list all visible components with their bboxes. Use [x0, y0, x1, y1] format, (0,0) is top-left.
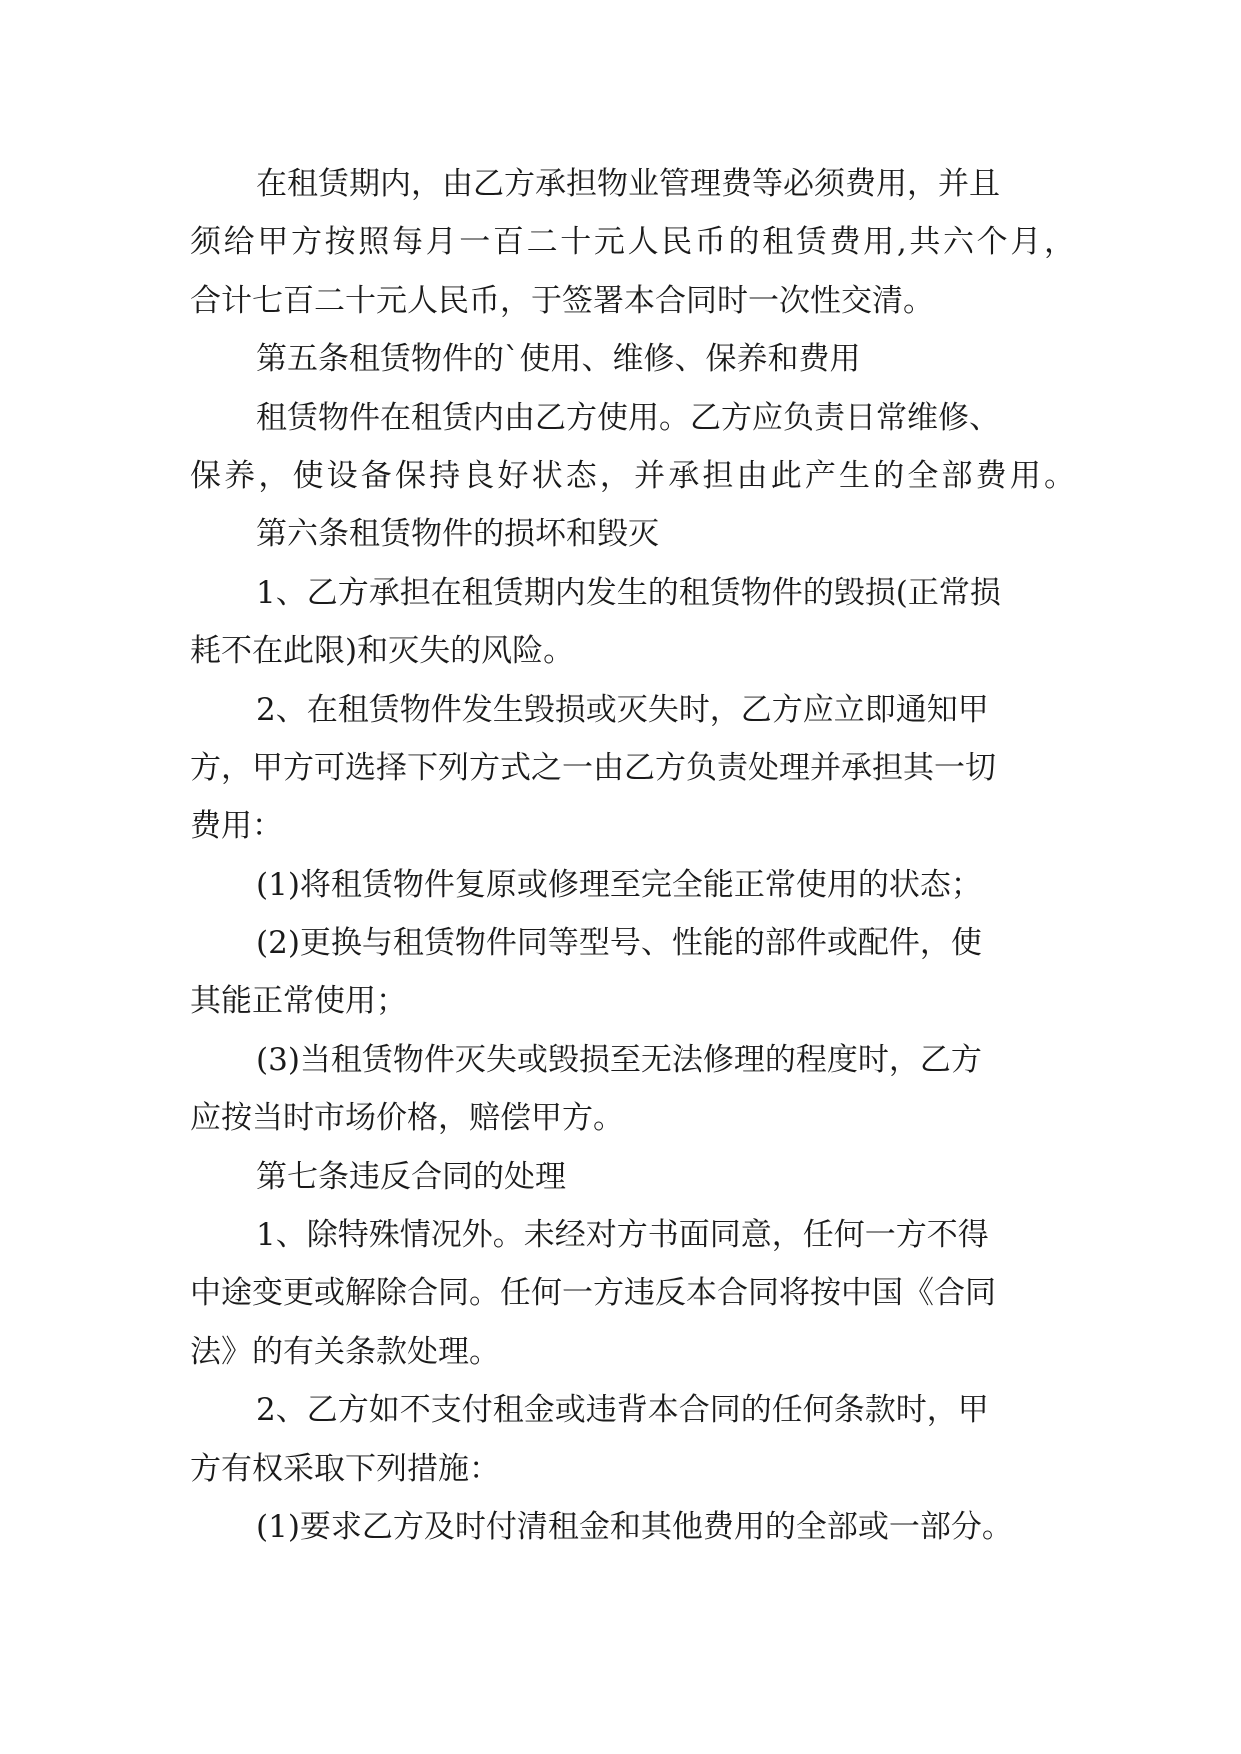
text-line: 2、在租赁物件发生毁损或灭失时，乙方应立即通知甲	[256, 691, 989, 728]
text-line: 应按当时市场价格，赔偿甲方。	[190, 1100, 624, 1137]
section-heading: 第五条租赁物件的`使用、维修、保养和费用	[256, 341, 861, 378]
text-line: 中途变更或解除合同。任何一方违反本合同将按中国《合同	[190, 1275, 996, 1312]
section-heading: 第七条违反合同的处理	[256, 1158, 566, 1195]
text-line: (1)将租赁物件复原或修理至完全能正常使用的状态；	[256, 866, 982, 903]
text-line: 保养，使设备保持良好状态，并承担由此产生的全部费用。	[190, 457, 1075, 494]
text-line: 其能正常使用；	[190, 983, 407, 1020]
section-heading: 第六条租赁物件的损坏和毁灭	[256, 516, 659, 553]
text-line: (2)更换与租赁物件同等型号、性能的部件或配件，使	[256, 925, 982, 962]
text-line: 1、乙方承担在租赁期内发生的租赁物件的毁损(正常损	[256, 574, 1001, 611]
text-line: 方，甲方可选择下列方式之一由乙方负责处理并承担其一切	[190, 749, 996, 786]
text-line: 须给甲方按照每月一百二十元人民币的租赁费用,共六个月，	[190, 224, 1075, 261]
text-line: 租赁物件在租赁内由乙方使用。乙方应负责日常维修、	[256, 399, 1000, 436]
text-line: (1)要求乙方及时付清租金和其他费用的全部或一部分。	[256, 1508, 1013, 1545]
text-line: 法》的有关条款处理。	[190, 1333, 500, 1370]
text-line: 2、乙方如不支付租金或违背本合同的任何条款时，甲	[256, 1392, 989, 1429]
text-line: 在租赁期内，由乙方承担物业管理费等必须费用，并且	[256, 166, 1000, 202]
text-line: 1、除特殊情况外。未经对方书面同意，任何一方不得	[256, 1217, 989, 1254]
text-line: 合计七百二十元人民币，于签署本合同时一次性交清。	[190, 282, 934, 319]
text-line: (3)当租赁物件灭失或毁损至无法修理的程度时，乙方	[256, 1041, 982, 1078]
text-line: 方有权采取下列措施：	[190, 1450, 500, 1487]
text-line: 费用：	[190, 808, 283, 845]
document-body	[190, 155, 1075, 1556]
text-line: 耗不在此限)和灭失的风险。	[190, 633, 575, 670]
